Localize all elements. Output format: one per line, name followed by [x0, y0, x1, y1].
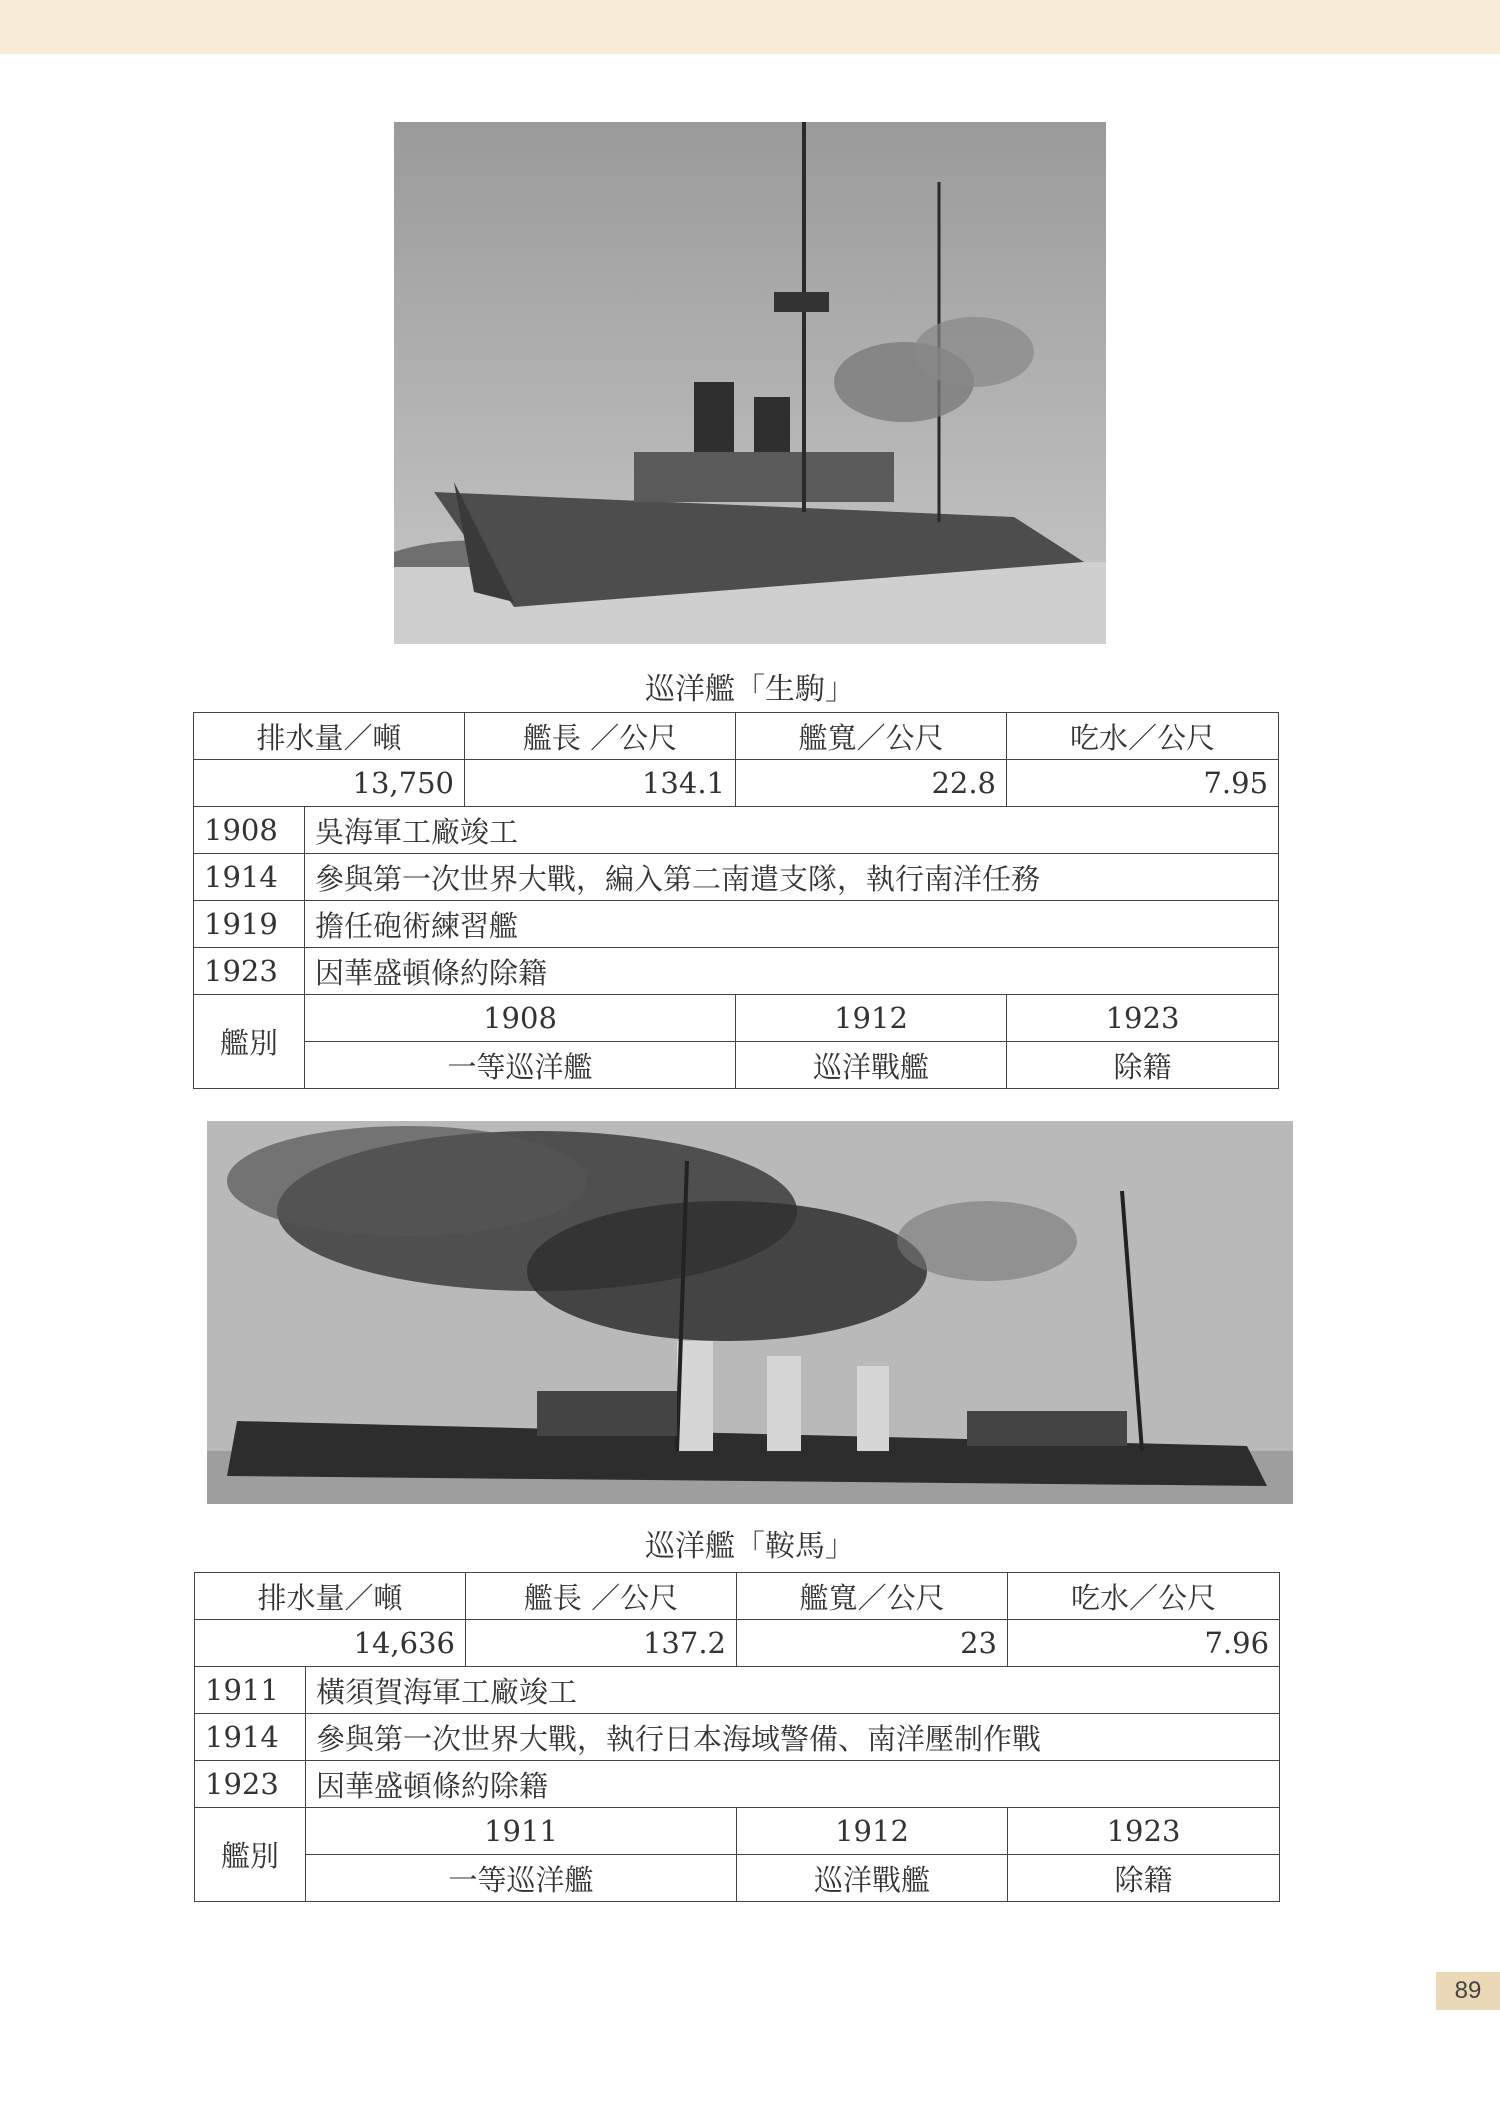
spec-header-row	[194, 713, 1279, 760]
class-year: 1908	[305, 995, 736, 1042]
class-year: 1923	[1007, 995, 1279, 1042]
value-draft: 7.96	[1008, 1620, 1280, 1667]
header-beam: 艦寬／公尺	[736, 713, 1007, 760]
history-event: 吳海軍工廠竣工	[305, 807, 1279, 854]
history-event: 擔任砲術練習艦	[305, 901, 1279, 948]
value-draft: 7.95	[1007, 760, 1279, 807]
ship2-caption: 巡洋艦「鞍馬」	[645, 1529, 855, 1564]
class-type: 一等巡洋艦	[306, 1855, 737, 1902]
class-type: 巡洋戰艦	[736, 1042, 1007, 1089]
history-row	[194, 854, 1279, 901]
spec-value-row	[194, 760, 1279, 807]
value-beam: 23	[737, 1620, 1008, 1667]
class-year-row	[195, 1808, 1280, 1855]
history-row	[195, 1761, 1280, 1808]
class-type: 除籍	[1008, 1855, 1280, 1902]
header-draft: 吃水／公尺	[1007, 713, 1279, 760]
class-year-row	[194, 995, 1279, 1042]
history-row	[194, 948, 1279, 995]
class-type: 一等巡洋艦	[305, 1042, 736, 1089]
history-year: 1914	[195, 1714, 306, 1761]
class-year: 1923	[1008, 1808, 1280, 1855]
page-header-band	[0, 0, 1500, 54]
history-row	[195, 1714, 1280, 1761]
history-year: 1923	[194, 948, 305, 995]
ship1-spec-table	[193, 712, 1279, 1089]
history-event: 參與第一次世界大戰，執行日本海域警備、南洋壓制作戰	[306, 1714, 1280, 1761]
class-type: 除籍	[1007, 1042, 1279, 1089]
class-label: 艦別	[195, 1808, 306, 1902]
header-displacement: 排水量／噸	[194, 713, 465, 760]
class-year: 1912	[737, 1808, 1008, 1855]
history-event: 因華盛頓條約除籍	[305, 948, 1279, 995]
page-number: 89	[1436, 1972, 1500, 2010]
value-length: 134.1	[465, 760, 736, 807]
header-length: 艦長 ／公尺	[465, 713, 736, 760]
ship-photo-kurama	[207, 1121, 1293, 1504]
ship2-spec-table	[194, 1572, 1280, 1902]
value-displacement: 14,636	[195, 1620, 466, 1667]
class-type-row	[195, 1855, 1280, 1902]
header-displacement: 排水量／噸	[195, 1573, 466, 1620]
value-beam: 22.8	[736, 760, 1007, 807]
history-row	[194, 901, 1279, 948]
ship-photo-ikoma	[394, 122, 1106, 644]
spec-header-row	[195, 1573, 1280, 1620]
history-event: 因華盛頓條約除籍	[306, 1761, 1280, 1808]
history-year: 1914	[194, 854, 305, 901]
history-row	[195, 1667, 1280, 1714]
class-type: 巡洋戰艦	[737, 1855, 1008, 1902]
class-year: 1912	[736, 995, 1007, 1042]
history-year: 1923	[195, 1761, 306, 1808]
history-year: 1911	[195, 1667, 306, 1714]
class-label: 艦別	[194, 995, 305, 1089]
history-year: 1908	[194, 807, 305, 854]
header-draft: 吃水／公尺	[1008, 1573, 1280, 1620]
history-event: 橫須賀海軍工廠竣工	[306, 1667, 1280, 1714]
header-length: 艦長 ／公尺	[466, 1573, 737, 1620]
history-row	[194, 807, 1279, 854]
class-type-row	[194, 1042, 1279, 1089]
history-year: 1919	[194, 901, 305, 948]
history-event: 參與第一次世界大戰，編入第二南遣支隊，執行南洋任務	[305, 854, 1279, 901]
spec-value-row	[195, 1620, 1280, 1667]
ship1-caption: 巡洋艦「生駒」	[645, 672, 855, 707]
value-displacement: 13,750	[194, 760, 465, 807]
class-year: 1911	[306, 1808, 737, 1855]
header-beam: 艦寬／公尺	[737, 1573, 1008, 1620]
value-length: 137.2	[466, 1620, 737, 1667]
